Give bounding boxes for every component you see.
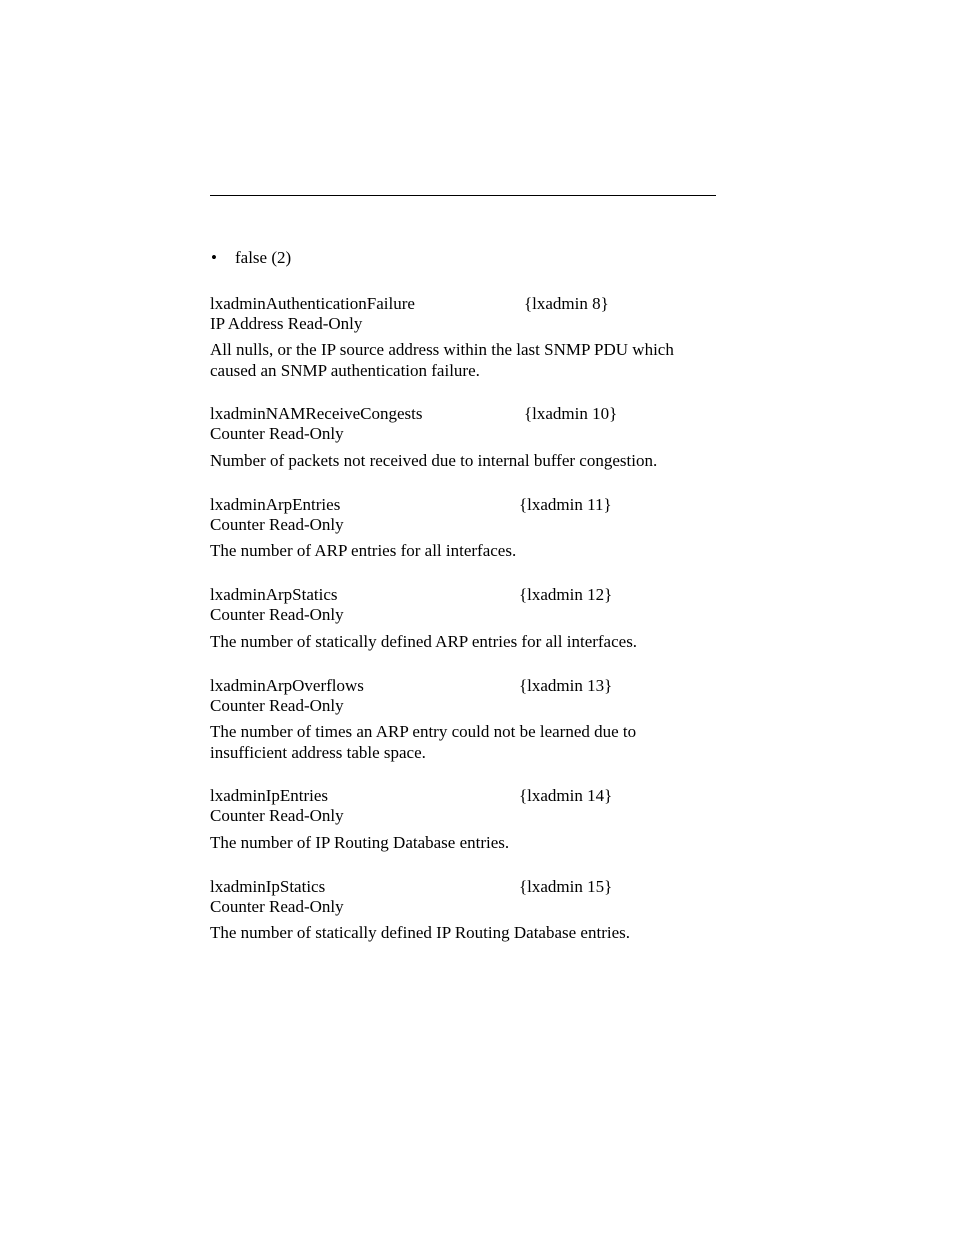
entry-type: Counter Read-Only xyxy=(210,515,344,534)
entry-oid: {lxadmin 8} xyxy=(524,294,609,313)
entry-oid: {lxadmin 14} xyxy=(519,786,613,805)
entry-description: The number of IP Routing Database entries. xyxy=(210,833,510,852)
entry-name: lxadminIpEntries xyxy=(210,786,329,805)
entry-description: The number of statically defined IP Routing Database entries. xyxy=(210,923,630,942)
entry-name: lxadminIpStatics xyxy=(210,877,326,896)
entry-description: The number of times an ARP entry could not be learned due to insufficient address table space. xyxy=(210,722,637,762)
entry-oid: {lxadmin 10} xyxy=(524,404,618,423)
entry-description: Number of packets not received due to internal buffer congestion. xyxy=(210,451,658,470)
entry-type: IP Address Read-Only xyxy=(210,314,363,333)
entry-name: lxadminAuthenticationFailure xyxy=(210,294,415,313)
entry-oid: {lxadmin 12} xyxy=(519,585,613,604)
entry-oid: {lxadmin 13} xyxy=(519,676,613,695)
bullet-marker: • xyxy=(211,248,217,267)
entry-description: The number of statically defined ARP entries for all interfaces. xyxy=(210,632,638,651)
entry-description: The number of ARP entries for all interfaces. xyxy=(210,541,517,560)
entry-description: All nulls, or the IP source address within the last SNMP PDU which caused an SNMP authentication failure. xyxy=(210,340,674,380)
entry-name: lxadminNAMReceiveCongests xyxy=(210,404,423,423)
entry-name: lxadminArpStatics xyxy=(210,585,338,604)
entry-type: Counter Read-Only xyxy=(210,424,344,443)
entry-type: Counter Read-Only xyxy=(210,806,344,825)
entry-oid: {lxadmin 15} xyxy=(519,877,613,896)
entry-name: lxadminArpOverflows xyxy=(210,676,364,695)
entry-type: Counter Read-Only xyxy=(210,605,344,624)
entry-name: lxadminArpEntries xyxy=(210,495,341,514)
bullet-text: false (2) xyxy=(235,248,292,267)
entry-oid: {lxadmin 11} xyxy=(519,495,612,514)
entry-type: Counter Read-Only xyxy=(210,897,344,916)
entry-type: Counter Read-Only xyxy=(210,696,344,715)
header-rule xyxy=(210,195,716,196)
